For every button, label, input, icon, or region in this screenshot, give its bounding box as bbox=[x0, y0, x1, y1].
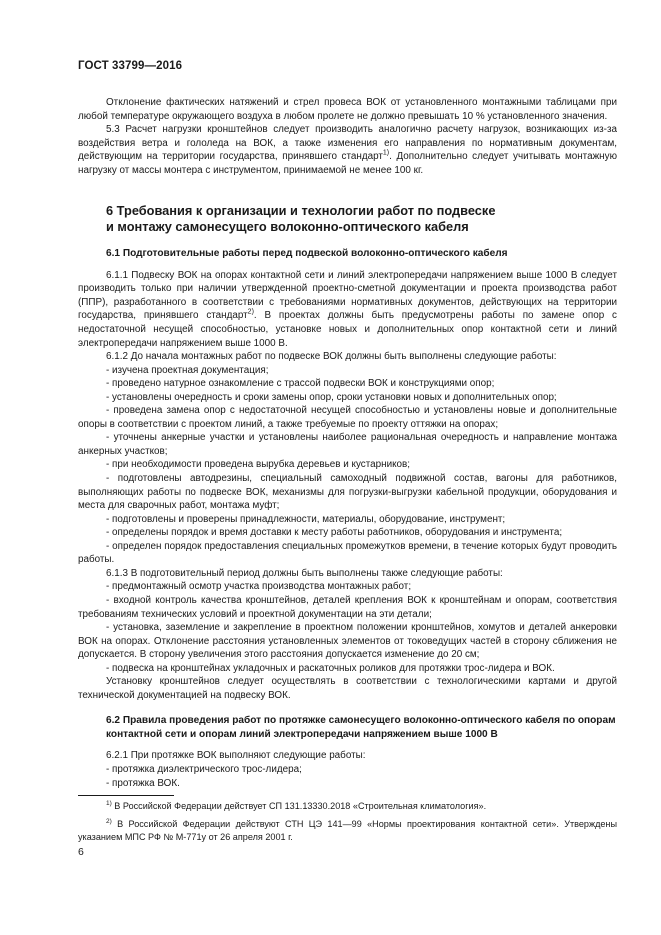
subsection-6-1-title: 6.1 Подготовительные работы перед подвеской волоконно-оптического кабеля bbox=[106, 248, 508, 260]
footnotes bbox=[78, 800, 617, 849]
list-item: - установлены очередность и сроки замены опор, сроки установки новых и дополнительных опор; bbox=[106, 391, 557, 403]
list-item: - предмонтажный осмотр участка производства монтажных работ; bbox=[106, 581, 412, 593]
paragraph-5-3 bbox=[78, 123, 617, 177]
list-item: - установка, заземление и закрепление в проектном положении кронштейнов, хомутов и деталей анкеровки ВОК на опорах. Отклонение расстояния установленных элементов от токоведущих частей в сторону сближения не допускается. В сторону увеличения этого расстояния допускается изменение до 20 см; bbox=[78, 622, 617, 661]
footnote-1 bbox=[78, 800, 617, 813]
list-item: - проведено натурное ознакомление с трассой подвески ВОК и конструкциями опор; bbox=[106, 378, 495, 390]
list-item: - при необходимости проведена вырубка деревьев и кустарников; bbox=[106, 459, 411, 471]
paragraph-6-1-1 bbox=[78, 269, 617, 350]
list-item: - определены порядок и время доставки к месту работы работников, оборудования и инструмента; bbox=[106, 527, 563, 539]
footnote-1-mark: 1) bbox=[106, 799, 112, 807]
footnote-2-text: В Российской Федерации действуют СТН ЦЭ 141—99 «Нормы проектирования контактной сети». Утверждены указанием МПС РФ № М-771у от 26 апреля 2001 г. bbox=[78, 819, 617, 842]
list-item: - входной контроль качества кронштейнов, деталей крепления ВОК к кронштейнам и опорам, соответствия требованиям технических условий и проектной документации на эти детали; bbox=[78, 594, 617, 620]
paragraph-deviation: Отклонение фактических натяжений и стрел провеса ВОК от установленного монтажными таблицами при любой температуре окружающего воздуха в любом пролете не должно превышать 10 % установленного значения. bbox=[78, 97, 617, 122]
standard-header: ГОСТ 33799—2016 bbox=[78, 60, 183, 72]
section-6-title-line1: 6 Требования к организации и технологии работ по подвеске bbox=[106, 203, 496, 219]
paragraph-6-1-1-text: 6.1.1 Подвеску ВОК на опорах контактной сети и линий электропередачи напряжением выше 1000 В следует производить только при наличии утвержденной проектно-сметной документации и проекта производства работ (ППР), разработанного в соответствии с требованиями нормативных документов, действующих на территории государства, принявшего стандарт bbox=[78, 269, 617, 322]
list-item: - изучена проектная документация; bbox=[106, 364, 269, 376]
paragraph-6-1-2: 6.1.2 До начала монтажных работ по подвеске ВОК должны быть выполнены следующие работы: bbox=[106, 351, 557, 363]
paragraph-6-1-3: 6.1.3 В подготовительный период должны быть выполнены также следующие работы: bbox=[106, 567, 503, 579]
section-6-title-line2: и монтажу самонесущего волоконно-оптического кабеля bbox=[106, 219, 469, 235]
list-item: - уточнены анкерные участки и установлены наиболее рациональная очередность и направление монтажа анкерных участков; bbox=[78, 432, 617, 457]
footnote-ref-2: 2) bbox=[247, 309, 254, 317]
list-item: - подготовлены и проверены принадлежности, материалы, оборудование, инструмент; bbox=[106, 513, 506, 525]
list-item: - проведена замена опор с недостаточной несущей способностью и установлены новые и дополнительные опоры в соответствии с проектом линий, а также требуемые по проекту оттяжки на опорах; bbox=[78, 405, 617, 430]
paragraph-6-1-1-text-cont: . В проектах должны быть предусмотрены работы по замене опор с недостаточной несущей способностью, установке новых и дополнительных опор контактной сети и линий электропередачи напряжением выше 1000 В. bbox=[78, 310, 617, 349]
footnote-separator bbox=[78, 795, 174, 796]
paragraph-bracket-install: Установку кронштейнов следует осуществлять в соответствии с технологическими картами и другой технической документацией на подвеску ВОК. bbox=[78, 676, 617, 701]
section-6-title bbox=[78, 203, 617, 235]
footnote-2 bbox=[78, 818, 617, 844]
footnote-1-text: В Российской Федерации действует СП 131.13330.2018 «Строительная климатология». bbox=[111, 801, 487, 811]
paragraph-5-3-text-cont: . Дополнительно следует учитывать монтажную нагрузку от массы монтера с инструментом, принимаемой не менее 100 кг. bbox=[78, 151, 617, 176]
footnote-ref-1: 1) bbox=[382, 149, 390, 157]
list-item: - протяжка диэлектрического трос-лидера; bbox=[106, 763, 302, 775]
list-item: - подготовлены автодрезины, специальный самоходный подвижной состав, вагоны для работников, выполняющих работы по подвеске ВОК, механизмы для погрузки-выгрузки кабельной продукции, оборудования и места для сварочных работ, монтажа муфт; bbox=[78, 473, 617, 512]
list-item: - определен порядок предоставления специальных промежутков времени, в течение которых будут проводить работы. bbox=[78, 540, 617, 566]
main-content bbox=[78, 96, 617, 790]
list-item: - подвеска на кронштейнах укладочных и раскаточных роликов для протяжки трос-лидера и ВОК. bbox=[106, 662, 555, 674]
subsection-6-2-title: 6.2 Правила проведения работ по протяжке самонесущего волоконно-оптического кабеля по опорам контактной сети и опорам линий электропередачи напряжением выше 1000 В bbox=[106, 715, 616, 740]
list-item: - протяжка ВОК. bbox=[106, 777, 180, 789]
paragraph-6-2-1: 6.2.1 При протяжке ВОК выполняют следующие работы: bbox=[106, 750, 366, 762]
page-number: 6 bbox=[78, 846, 84, 858]
footnote-2-mark: 2) bbox=[106, 817, 112, 825]
paragraph-5-3-text: 5.3 Расчет нагрузки кронштейнов следует производить аналогично расчету нагрузок, возникающих из-за воздействия ветра и гололеда на ВОК, а также изменения его направления по нормативным документам, действующим на территории государства, принявшего стандарт bbox=[78, 124, 617, 163]
